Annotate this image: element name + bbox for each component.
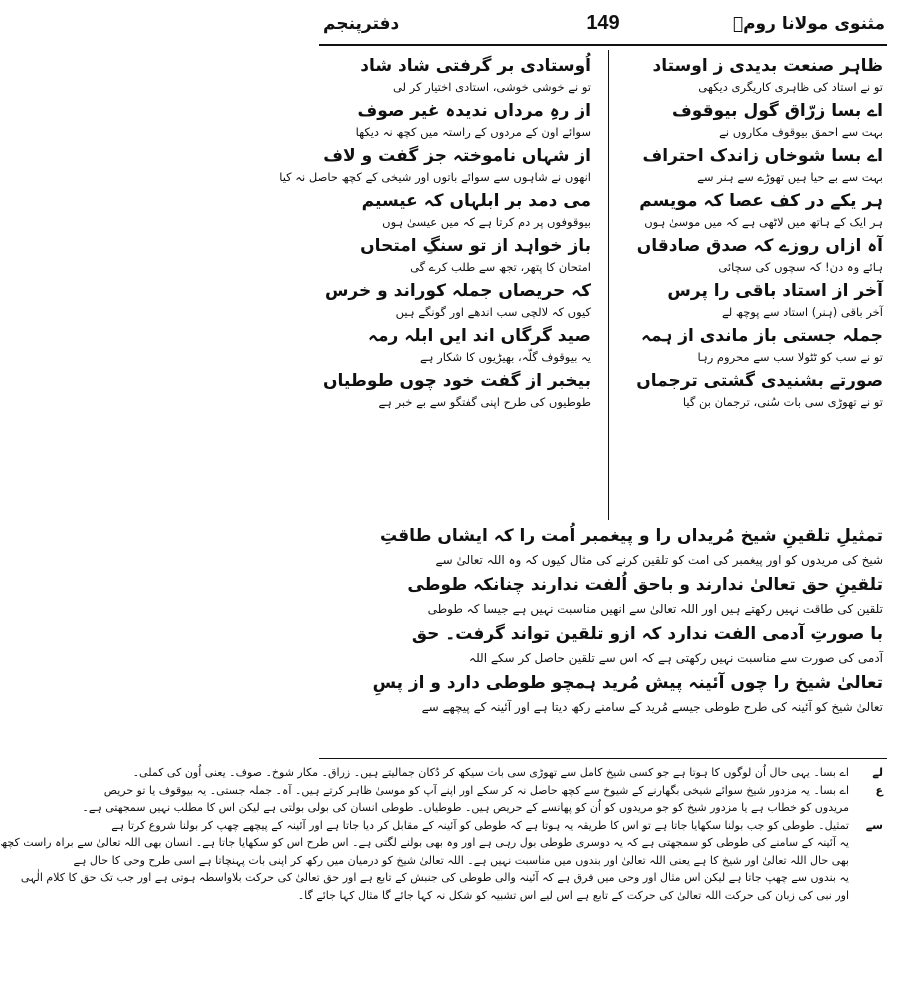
verse-line: ہر یکے در کف عصا کہ مویسم (639, 191, 883, 211)
translation-line: امتحان کا پتھر، تجھ سے طلب کرے گی (410, 260, 591, 274)
verse-line: آخر از استاد باقی را پرس (667, 281, 883, 301)
verse-line: صورتے بشنیدی گشتی ترجماں (636, 371, 883, 391)
verse-line: باز خواہد از تو سنگِ امتحاں (360, 236, 591, 256)
translation-line: تو نے خوشی خوشی، استادی اختیار کر لی (392, 80, 591, 94)
section-tamsil (323, 523, 883, 719)
verse-block (615, 369, 883, 412)
translation-line: بہت سے احمق بیوقوف مکاروں نے (719, 125, 883, 139)
verse-block (279, 144, 591, 187)
verse-line: آہ ازاں روزے کہ صدق صادقاں (636, 236, 883, 256)
page-number: 149 (586, 12, 620, 34)
verse-line: می دمد بر ابلہاں کہ عیسیم (361, 191, 591, 211)
translation-line: آخر باقی (ہنر) استاد سے پوچھ لے (722, 305, 883, 319)
verse-block (323, 369, 591, 412)
prose-line: تعالیٰ شیخ را چوں آئینہ پیش مُرید ہمچو طوطی دارد و از پسِ (372, 673, 883, 693)
verse-line: اُوستادی بر گرفتی شاد شاد (360, 56, 591, 76)
footnote-line: اے بسا۔ یہی حال اُن لوگوں کا ہوتا ہے جو کسی شیخ کامل سے تھوڑی سی بات سیکھ کر دُکان جمالیتے ہیں۔ زراق۔ مکار شوخ۔ صوف۔ یعنی اُون کی کملی۔ (132, 766, 849, 779)
footnote (132, 764, 883, 782)
translation-line: ہر ایک کے ہاتھ میں لاٹھی ہے کہ میں موسیٰ ہوں (644, 215, 883, 229)
column-divider (608, 50, 609, 520)
section-heading: تمثیلِ تلقینِ شیخ مُریداں را و پیغمبر اُمت را کہ ایشاں طاقتِ (379, 526, 883, 546)
verse-line: اے بسا شوخاں زاندک احتراف (642, 146, 883, 166)
translation-line: ہائے وہ دن! کہ سچوں کی سچائی (718, 260, 883, 274)
verse-line: از شہاں ناموختہ جز گفت و لاف (323, 146, 591, 166)
footnote-marker: سے (865, 818, 883, 832)
verse-block (323, 234, 591, 277)
translation-line: سوائے اون کے مردوں کے راستہ میں کچھ نہ دیکھا (355, 125, 591, 139)
translation-line: تو نے سب کو ٹٹولا سب سے محروم رہا (697, 350, 883, 364)
footnote-marker: ع (875, 783, 883, 797)
page-header (303, 6, 903, 46)
footnotes (0, 764, 883, 904)
verse-line: از رہِ مرداں ندیدہ غیر صوف (357, 101, 591, 121)
footnote-line: یہ آئینہ کے سامنے کی طوطی کو سمجھتی ہے کہ یہ دوسری طوطی بول رہی ہے اور وہ بھی بولنے لگتی ہے۔ اس طرح اس کو سکھایا جاتا ہے۔ انسان بھی اللہ تعالیٰ سے براہ راست کچھ (0, 836, 849, 849)
prose-line: با صورتِ آدمی الفت ندارد کہ ازو تلقین تواند گرفت۔ حق (411, 624, 883, 644)
verse-block (323, 324, 591, 367)
footnote-line: اور نبی کی زبان کی حرکت اللہ تعالیٰ کی حرکت کے تابع ہے اس لیے اس تشبیہ کو شکل نہ کہا جائے گا مثال کہا جائے گا۔ (297, 888, 849, 902)
translation-line: کیوں کہ لالچی سب اندھے اور گونگے ہیں (395, 305, 591, 319)
translation-line: یہ بیوقوف گلّہ، بھیڑیوں کا شکار ہے (420, 350, 591, 364)
footnote-line: مریدوں کو خطاب ہے یا مزدور شیخ کو جو مریدوں کو اُن کو پھانسے کے حریص ہیں۔ طوطیاں۔ طوطی انسان کی بولی بولتی ہے لیکن اس کا مطلب نہیں سمجھتی ہے۔ (82, 801, 849, 814)
prose-line: تلقینِ حق تعالیٰ ندارند و باحق اُلفت ندارند چنانکہ طوطی (407, 575, 883, 595)
verse-block (323, 54, 591, 97)
verse-line: اے بسا زرّاق گول بیوقوف (672, 101, 883, 121)
verse-block (615, 324, 883, 367)
footnote-line: یہ بندوں سے چھپ جاتا ہے لیکن اس مثال اور وحی میں فرق ہے کہ آئینہ والی طوطی کی جنبش کے تابع ہے اور حق تعالیٰ کی حرکت بلاواسطہ ہوتی ہے اور جب تک حق کا کلام الٰہی (20, 871, 849, 884)
verse-block (615, 189, 883, 232)
footnote (82, 782, 883, 817)
translation-line: انھوں نے شاہوں سے سوائے باتوں اور شیخی کے کچھ حاصل نہ کیا (279, 170, 591, 184)
verse-line: ظاہر صنعت بدیدی ز اوستاد (652, 56, 883, 76)
verse-line: بیخبر از گفت خود چوں طوطیاں (323, 371, 591, 391)
translation-line: بہت سے بے حیا ہیں تھوڑے سے ہنر سے (697, 170, 883, 184)
verse-block (323, 189, 591, 232)
verse-block (615, 54, 883, 97)
footnote-line: تمثیل۔ طوطی کو جب بولنا سکھایا جاتا ہے تو اس کا طریقہ یہ ہوتا ہے کہ طوطی کو آئینہ کے مقابل کر دیا جاتا ہے اور آئینہ کے پیچھے چھپ کر بولنا شروع کرتا ہے (111, 818, 849, 832)
verse-line: کہ حریصاں جملہ کوراند و خرس (324, 281, 591, 301)
translation-line: شیخ کی مریدوں کو اور پیغمبر کی امت کو تلقین کرنے کی مثال کیوں کہ وہ اللہ تعالیٰ سے (435, 553, 883, 567)
translation-line: تو نے استاد کی ظاہری کاریگری دیکھی (698, 80, 883, 94)
volume-label: دفترپنجم (323, 14, 400, 34)
verse-block (615, 144, 883, 187)
verse-block (615, 99, 883, 142)
verse-line: صید گرگاں اند ایں ابلہ رمہ (368, 326, 591, 346)
verse-line: جملہ جستی باز ماندی از ہمہ (640, 326, 883, 346)
translation-line: طوطیوں کی طرح اپنی گفتگو سے بے خبر ہے (378, 395, 591, 409)
verse-block (323, 279, 591, 322)
footnote-line: اے بسا۔ یہ مزدور شیخ سوائے شیخی بگھارنے کے شیوخ سے کچھ حاصل نہ کر سکے اور اپنے آپ کو موسیٰ ظاہر کرتے ہیں۔ آہ۔ جملہ جستی۔ یہ بیوقوف یا تو حریص (103, 783, 849, 797)
verse-block (615, 234, 883, 277)
footnote (0, 817, 883, 905)
verse-block (615, 279, 883, 322)
right-column (615, 54, 883, 414)
translation-line: آدمی کی صورت سے مناسبت نہیں رکھتی ہے کہ اس سے تلقین حاصل کر سکے اللہ (469, 651, 883, 665)
header-rule (319, 44, 887, 46)
translation-line: بیوقوفوں پر دم کرتا ہے کہ میں عیسیٰ ہوں (382, 215, 591, 229)
left-column (279, 54, 591, 414)
verse-block (323, 99, 591, 142)
translation-line: تعالیٰ شیخ کو آئینہ کی طرح طوطی جیسے مُرید کے سامنے رکھ دیتا ہے اور آئینہ کے پیچھے سے (421, 700, 883, 714)
book-title: مثنوی مولانا رومؒ (732, 14, 885, 34)
footnote-line: بھی حال اللہ تعالیٰ اور شیخ کا ہے یعنی اللہ تعالیٰ اور بندوں میں مناسبت نہیں ہے۔ اللہ تعالیٰ شیخ کو درمیان میں رکھ کر اپنی بات پہنچاتا ہے اسی طرح وحی کا حال ہے (73, 853, 849, 867)
footnote-marker: لے (872, 766, 883, 779)
footnote-rule (319, 758, 887, 759)
translation-line: تو نے تھوڑی سی بات سُنی، ترجمان بن گیا (682, 395, 883, 409)
translation-line: تلقین کی طاقت نہیں رکھتے ہیں اور اللہ تعالیٰ سے انھیں مناسبت نہیں ہے جیسا کہ طوطی (427, 602, 883, 616)
